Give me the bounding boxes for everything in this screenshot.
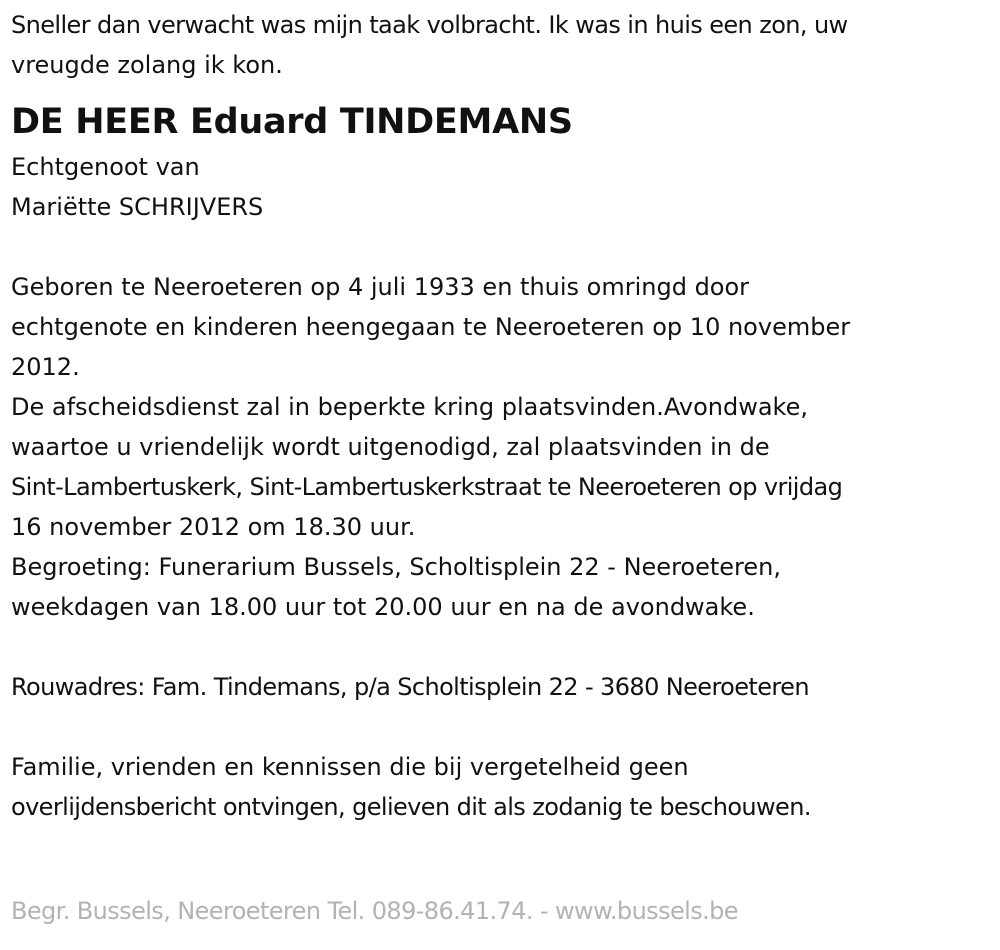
spacer: [11, 227, 992, 267]
deceased-name: DE HEER Eduard TINDEMANS: [11, 102, 573, 142]
details-line: Geboren te Neeroeteren op 4 juli 1933 en thuis omringd door: [11, 273, 750, 301]
motto-line-1: Sneller dan verwacht was mijn taak volbracht. Ik was in huis een zon, uw: [11, 11, 848, 39]
details-line: weekdagen van 18.00 uur tot 20.00 uur en na de avondwake.: [11, 593, 755, 621]
relation-label: Echtgenoot van: [11, 153, 200, 181]
motto-line-2: vreugde zolang ik kon.: [11, 51, 283, 79]
spacer: [11, 707, 992, 747]
details-line: 2012.: [11, 353, 80, 381]
details-line: Sint-Lambertuskerk, Sint-Lambertuskerkstraat te Neeroeteren op vrijdag: [11, 473, 843, 501]
spouse-name: Mariëtte SCHRIJVERS: [11, 193, 264, 221]
notice-line-1: Familie, vrienden en kennissen die bij vergetelheid geen: [11, 753, 689, 781]
details-line: waartoe u vriendelijk wordt uitgenodigd, zal plaatsvinden in de: [11, 433, 770, 461]
details-line: Begroeting: Funerarium Bussels, Scholtisplein 22 - Neeroeteren,: [11, 553, 781, 581]
spacer: [11, 827, 992, 867]
details-line: De afscheidsdienst zal in beperkte kring plaatsvinden.Avondwake,: [11, 393, 808, 421]
funeral-home-footer: Begr. Bussels, Neeroeteren Tel. 089-86.41.74. - www.bussels.be: [11, 897, 738, 925]
notice-line-2: overlijdensbericht ontvingen, gelieven dit als zodanig te beschouwen.: [11, 793, 811, 821]
spacer: [11, 627, 992, 667]
mourning-address: Rouwadres: Fam. Tindemans, p/a Scholtisplein 22 - 3680 Neeroeteren: [11, 673, 809, 701]
details-line: 16 november 2012 om 18.30 uur.: [11, 513, 416, 541]
details-line: echtgenote en kinderen heengegaan te Neeroeteren op 10 november: [11, 313, 851, 341]
